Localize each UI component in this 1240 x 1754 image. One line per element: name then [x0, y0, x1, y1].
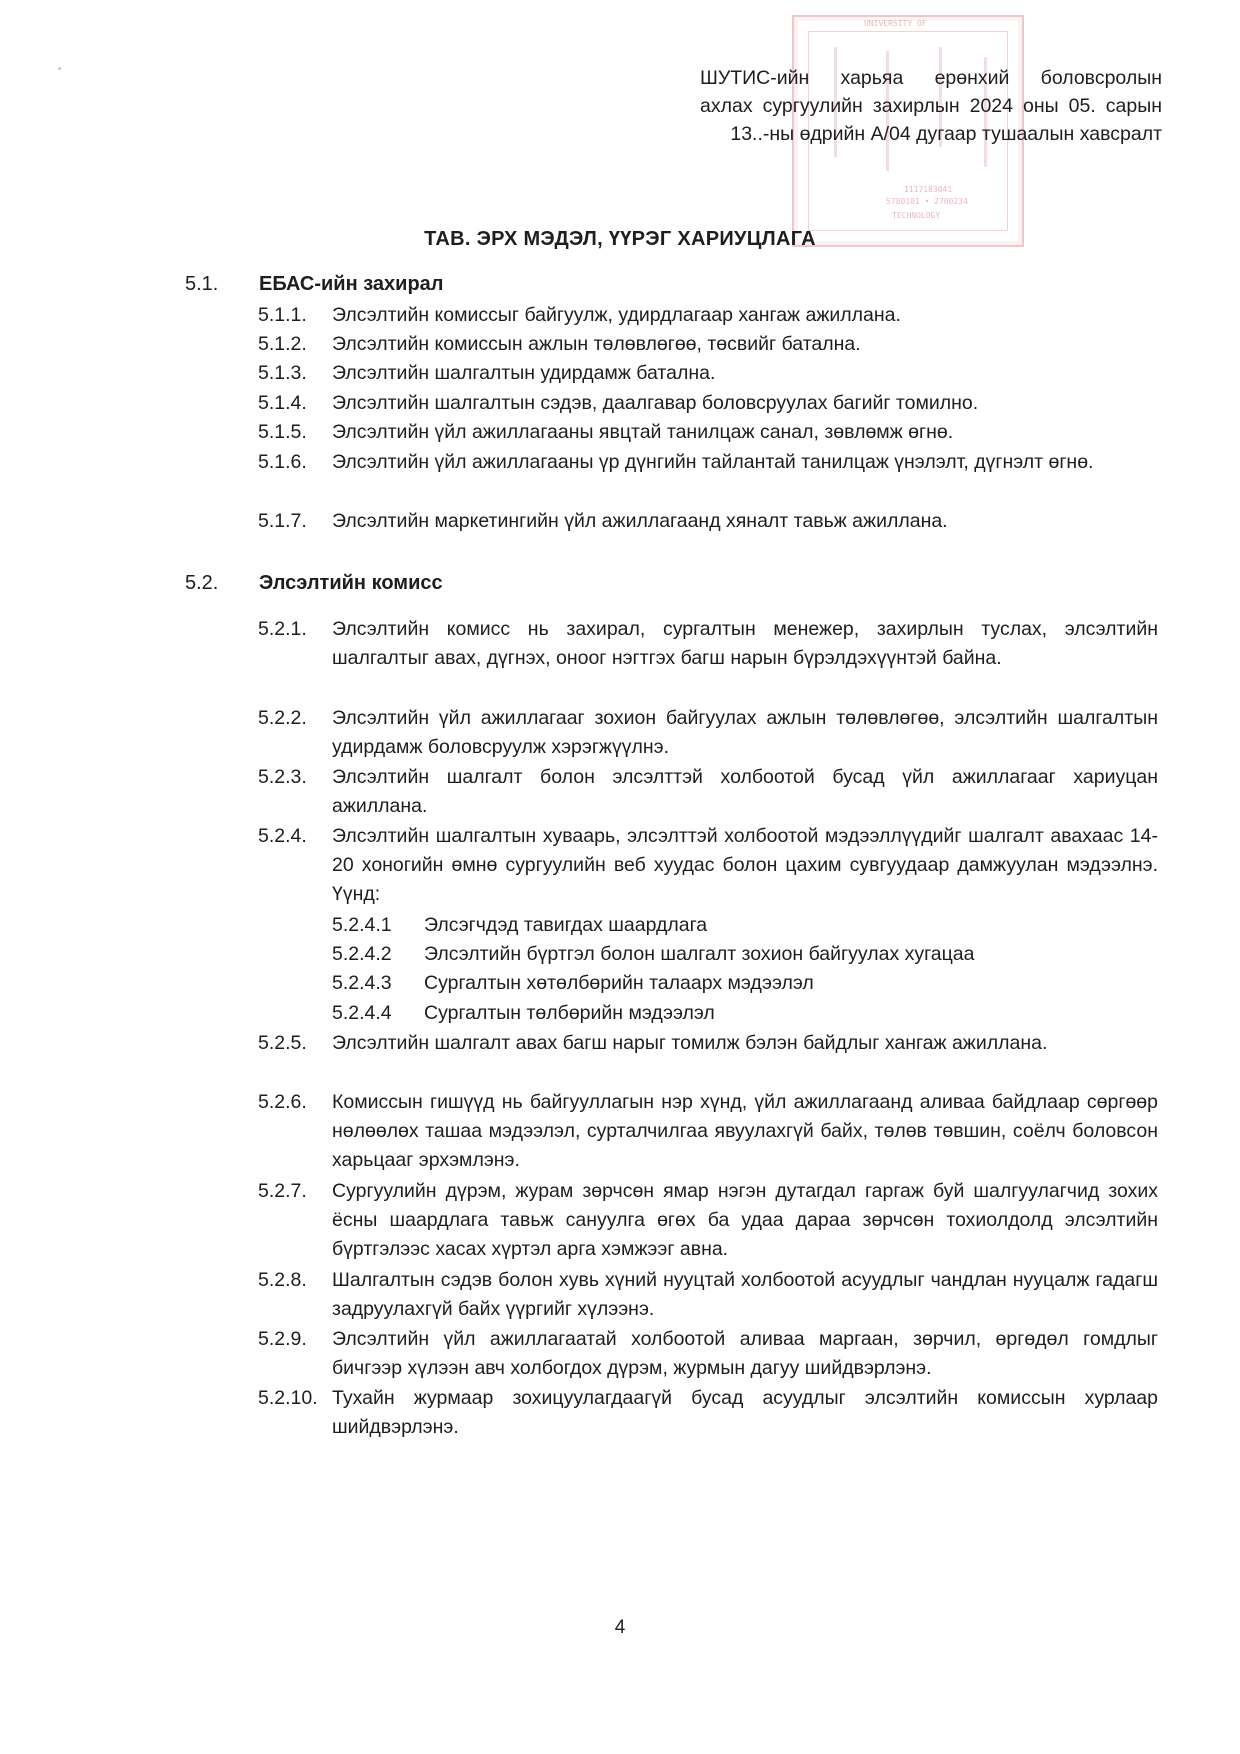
- item-number: 5.1.3.: [258, 362, 307, 384]
- subitem-text: Сургалтын хөтөлбөрийн талаарх мэдээлэл: [424, 972, 814, 994]
- item-text: Элсэлтийн комисс нь захирал, сургалтын менежер, захирлын туслах, элсэлтийн шалгалтыг авах, дүгнэх, оноог нэгтгэх багш нарын бүрэлдэхүүнтэй байна.: [332, 618, 1158, 669]
- item-number: 5.1.6.: [258, 451, 307, 473]
- page-number: 4: [614, 1617, 626, 1638]
- subitem-text: Сургалтын төлбөрийн мэдээлэл: [424, 1002, 715, 1024]
- stamp-top-text: UNIVERSITY OF: [864, 19, 927, 28]
- item-text: Элсэлтийн комиссыг байгуулж, удирдлагаар хангаж ажиллана.: [332, 304, 901, 326]
- item-text: Элсэлтийн үйл ажиллагааны явцтай танилцаж санал, зөвлөмж өгнө.: [332, 421, 954, 443]
- subitem-number: 5.2.4.3: [332, 972, 392, 994]
- item-text: Комиссын гишүүд нь байгууллагын нэр хүнд, үйл ажиллагаанд аливаа байдлаар сөргөөр нөлөөлөх ташаа мэдээлэл, сурталчилгаа явуулахгүй байх, төлөв төвшин, соёлч боловсон харьцааг эрхэмлэнэ.: [332, 1091, 1158, 1171]
- section-title: ЕБАС-ийн захирал: [259, 273, 444, 295]
- item-number: 5.2.6.: [258, 1091, 307, 1113]
- item-text: Элсэлтийн шалгалтын сэдэв, даалгавар боловсруулах багийг томилно.: [332, 392, 979, 414]
- item-text: Элсэлтийн үйл ажиллагааг зохион байгуулах ажлын төлөвлөгөө, элсэлтийн шалгалтын удирдамж боловсруулж хэрэгжүүлнэ.: [332, 707, 1158, 758]
- item-text: Шалгалтын сэдэв болон хувь хүний нууцтай холбоотой асуудлыг чандлан нууцалж гадагш задруулахгүй байх үүргийг хүлээнэ.: [332, 1269, 1158, 1320]
- subitem-number: 5.2.4.1: [332, 914, 392, 936]
- item-number: 5.2.9.: [258, 1328, 307, 1350]
- item-number: 5.1.4.: [258, 392, 307, 414]
- item-text: Тухайн журмаар зохицуулагдаагүй бусад асуудлыг элсэлтийн комиссын хурлаар шийдвэрлэнэ.: [332, 1387, 1158, 1438]
- section-number: 5.1.: [185, 273, 219, 295]
- item-number: 5.1.5.: [258, 421, 307, 443]
- item-number: 5.2.3.: [258, 766, 307, 788]
- item-number: 5.2.2.: [258, 707, 307, 729]
- item-number: 5.2.5.: [258, 1032, 307, 1054]
- chapter-title: ТАВ. ЭРХ МЭДЭЛ, ҮҮРЭГ ХАРИУЦЛАГА: [424, 228, 816, 250]
- item-text: Элсэлтийн шалгалт авах багш нарыг томилж бэлэн байдлыг хангаж ажиллана.: [332, 1032, 1048, 1054]
- item-number: 5.1.7.: [258, 510, 307, 532]
- scan-speck: [58, 67, 61, 70]
- stamp-code-2: 5780101 • 2700234: [886, 197, 968, 206]
- annex-header: [700, 64, 1162, 148]
- item-number: 5.2.10.: [258, 1387, 318, 1409]
- item-number: 5.1.2.: [258, 333, 307, 355]
- header-line-3: 13..-ны өдрийн A/04 дугаар тушаалын хавсралт: [730, 123, 1162, 145]
- subitem-text: Элсэгчдэд тавигдах шаардлага: [424, 914, 708, 936]
- item-text: Элсэлтийн шалгалтын хуваарь, элсэлттэй холбоотой мэдээллүүдийг шалгалт авахаас 14-20 хоногийн өмнө сургуулийн веб хуудас болон цахим сувгуудаар дамжуулан мэдээлнэ. Үүнд:: [332, 825, 1158, 905]
- item-number: 5.1.1.: [258, 304, 307, 326]
- item-text: Элсэлтийн маркетингийн үйл ажиллагаанд хяналт тавьж ажиллана.: [332, 510, 948, 532]
- item-number: 5.2.8.: [258, 1269, 307, 1291]
- section-title: Элсэлтийн комисс: [259, 572, 443, 594]
- item-text: Элсэлтийн комиссын ажлын төлөвлөгөө, төсвийг батална.: [332, 333, 861, 355]
- item-number: 5.2.4.: [258, 825, 307, 847]
- header-line-1: ШУТИС-ийн харьяа ерөнхий боловсролын: [700, 67, 1162, 89]
- item-number: 5.2.1.: [258, 618, 307, 640]
- item-text: Сургуулийн дүрэм, журам зөрчсөн ямар нэгэн дутагдал гаргаж буй шалгуулагчид зохих ёсны шаардлага тавьж сануулга өгөх ба удаа дараа зөрчсөн тохиолдолд элсэлтийн бүртгэлээс хасах хүртэл арга хэмжээг авна.: [332, 1180, 1158, 1260]
- stamp-code-1: 1117183041: [904, 185, 953, 194]
- item-text: Элсэлтийн шалгалтын удирдамж батална.: [332, 362, 716, 384]
- item-text: Элсэлтийн үйл ажиллагаатай холбоотой аливаа маргаан, зөрчил, өргөдөл гомдлыг бичгээр хүлээн авч холбогдох дүрэм, журмын дагуу шийдвэрлэнэ.: [332, 1328, 1158, 1379]
- section-number: 5.2.: [185, 572, 219, 594]
- subitem-number: 5.2.4.4: [332, 1002, 392, 1024]
- stamp-bottom-text: TECHNOLOGY: [892, 211, 941, 220]
- item-text: Элсэлтийн үйл ажиллагааны үр дүнгийн тайлантай танилцаж үнэлэлт, дүгнэлт өгнө.: [332, 451, 1094, 473]
- item-number: 5.2.7.: [258, 1180, 307, 1202]
- subitem-text: Элсэлтийн бүртгэл болон шалгалт зохион байгуулах хугацаа: [424, 943, 975, 965]
- subitem-number: 5.2.4.2: [332, 943, 392, 965]
- header-line-2: ахлах сургуулийн захирлын 2024 оны 05. сарын: [700, 95, 1162, 117]
- item-text: Элсэлтийн шалгалт болон элсэлттэй холбоотой бусад үйл ажиллагааг хариуцан ажиллана.: [332, 766, 1158, 817]
